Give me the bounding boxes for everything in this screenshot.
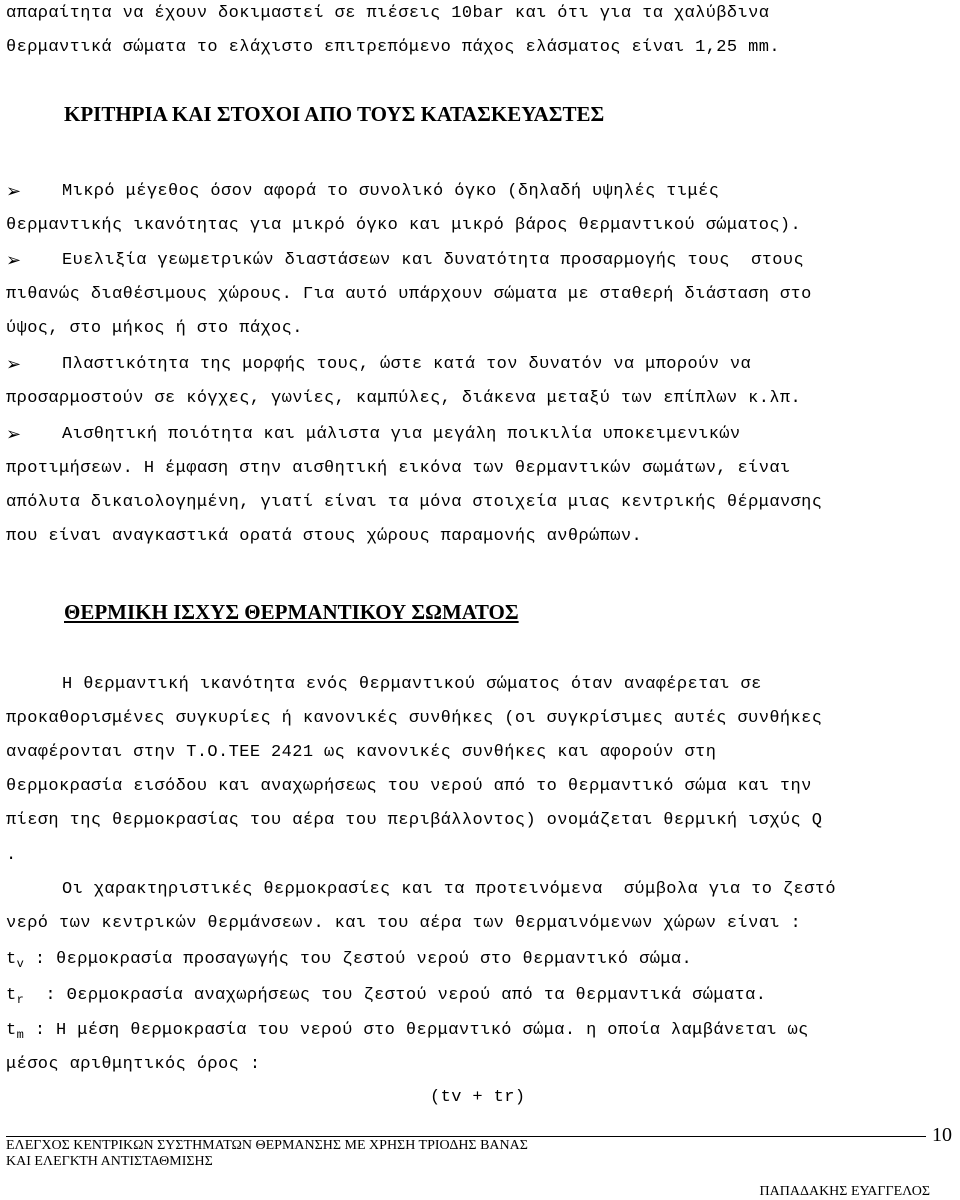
definition-tv: [6, 950, 692, 970]
bullet-text: προτιμήσεων. Η έμφαση στην αισθητική εικόνα των θερμαντικών σωμάτων, είναι: [6, 459, 791, 478]
bullet-text: ύψος, στο μήκος ή στο πάχος.: [6, 319, 303, 338]
paragraph-line: .: [6, 846, 17, 865]
paragraph-line: Οι χαρακτηριστικές θερμοκρασίες και τα προτεινόμενα σύμβολα για το ζεστό: [62, 880, 836, 899]
bullet-text: θερμαντικής ικανότητας για μικρό όγκο και μικρό βάρος θερμαντικού σώματος).: [6, 216, 802, 235]
bullet-text: Ευελιξία γεωμετρικών διαστάσεων και δυνατότητα προσαρμογής τους στους: [62, 251, 805, 270]
paragraph-line: θερμοκρασία εισόδου και αναχωρήσεως του νερού από το θερμαντικό σώμα και την: [6, 777, 812, 796]
body-line: θερμαντικά σώματα το ελάχιστο επιτρεπόμενο πάχος ελάσματος είναι 1,25 mm.: [6, 38, 780, 57]
formula-numerator: (tv + tr): [430, 1088, 526, 1107]
footer-title-line1: ΕΛΕΓΧΟΣ ΚΕΝΤΡΙΚΩΝ ΣΥΣΤΗΜΑΤΩΝ ΘΕΡΜΑΝΣΗΣ ΜΕ ΧΡΗΣΗ ΤΡΙΟΔΗΣ ΒΑΝΑΣ: [6, 1138, 528, 1153]
footer-rule: [6, 1136, 926, 1137]
symbol-tm: t: [6, 1021, 17, 1040]
definition-tr-text: : Θερμοκρασία αναχωρήσεως του ζεστού νερού από τα θερμαντικά σώματα.: [24, 986, 767, 1005]
symbol-tr-subscript: r: [16, 993, 25, 1007]
page-number: 10: [932, 1124, 952, 1146]
paragraph-line: πίεση της θερμοκρασίας του αέρα του περιβάλλοντος) ονομάζεται θερμική ισχύς Q: [6, 811, 823, 830]
section-heading-thermal-power: ΘΕΡΜΙΚΗ ΙΣΧΥΣ ΘΕΡΜΑΝΤΙΚΟΥ ΣΩΜΑΤΟΣ: [64, 600, 519, 624]
arrow-bullet-icon: ➢: [6, 250, 22, 271]
paragraph-line: νερό των κεντρικών θερμάνσεων. και του αέρα των θερμαινόμενων χώρων είναι :: [6, 914, 802, 933]
footer-title-line2: ΚΑΙ ΕΛΕΓΚΤΗ ΑΝΤΙΣΤΑΘΜΙΣΗΣ: [6, 1154, 213, 1169]
bullet-text: πιθανώς διαθέσιμους χώρους. Για αυτό υπάρχουν σώματα με σταθερή διάσταση στο: [6, 285, 812, 304]
bullet-text: Μικρό μέγεθος όσον αφορά το συνολικό όγκο (δηλαδή υψηλές τιμές: [62, 182, 720, 201]
bullet-text: Πλαστικότητα της μορφής τους, ώστε κατά τον δυνατόν να μπορούν να: [62, 355, 752, 374]
symbol-tv-subscript: v: [16, 957, 25, 971]
body-line: απαραίτητα να έχουν δοκιμαστεί σε πιέσεις 10bar και ότι για τα χαλύβδινα: [6, 4, 770, 23]
definition-tm-text: : Η μέση θερμοκρασία του νερού στο θερμαντικό σώμα. η οποία λαμβάνεται ως: [24, 1021, 809, 1040]
bullet-text: που είναι αναγκαστικά ορατά στους χώρους παραμονής ανθρώπων.: [6, 527, 643, 546]
footer-author: ΠΑΠΑΔΑΚΗΣ ΕΥΑΓΓΕΛΟΣ: [759, 1184, 930, 1199]
definition-tr: [6, 986, 766, 1006]
paragraph-line: Η θερμαντική ικανότητα ενός θερμαντικού σώματος όταν αναφέρεται σε: [62, 675, 762, 694]
symbol-tv: t: [6, 950, 17, 969]
paragraph-line: αναφέρονται στην Τ.Ο.ΤΕΕ 2421 ως κανονικές συνθήκες και αφορούν στη: [6, 743, 717, 762]
bullet-text: Αισθητική ποιότητα και μάλιστα για μεγάλη ποικιλία υποκειμενικών: [62, 425, 741, 444]
arrow-bullet-icon: ➢: [6, 354, 22, 375]
bullet-text: προσαρμοστούν σε κόγχες, γωνίες, καμπύλες, διάκενα μεταξύ των επίπλων κ.λπ.: [6, 389, 802, 408]
arrow-bullet-icon: ➢: [6, 181, 22, 202]
bullet-text: απόλυτα δικαιολογημένη, γιατί είναι τα μόνα στοιχεία μιας κεντρικής θέρμανσης: [6, 493, 823, 512]
definition-tm: [6, 1021, 809, 1041]
definition-tm-continuation: μέσος αριθμητικός όρος :: [6, 1055, 261, 1074]
arrow-bullet-icon: ➢: [6, 424, 22, 445]
symbol-tm-subscript: m: [16, 1028, 25, 1042]
section-heading-criteria: ΚΡΙΤΗΡΙΑ ΚΑΙ ΣΤΟΧΟΙ ΑΠΟ ΤΟΥΣ ΚΑΤΑΣΚΕΥΑΣΤΕΣ: [64, 102, 605, 126]
definition-tv-text: : θερμοκρασία προσαγωγής του ζεστού νερού στο θερμαντικό σώμα.: [24, 950, 693, 969]
symbol-tr: t: [6, 986, 17, 1005]
paragraph-line: προκαθορισμένες συγκυρίες ή κανονικές συνθήκες (οι συγκρίσιμες αυτές συνθήκες: [6, 709, 823, 728]
